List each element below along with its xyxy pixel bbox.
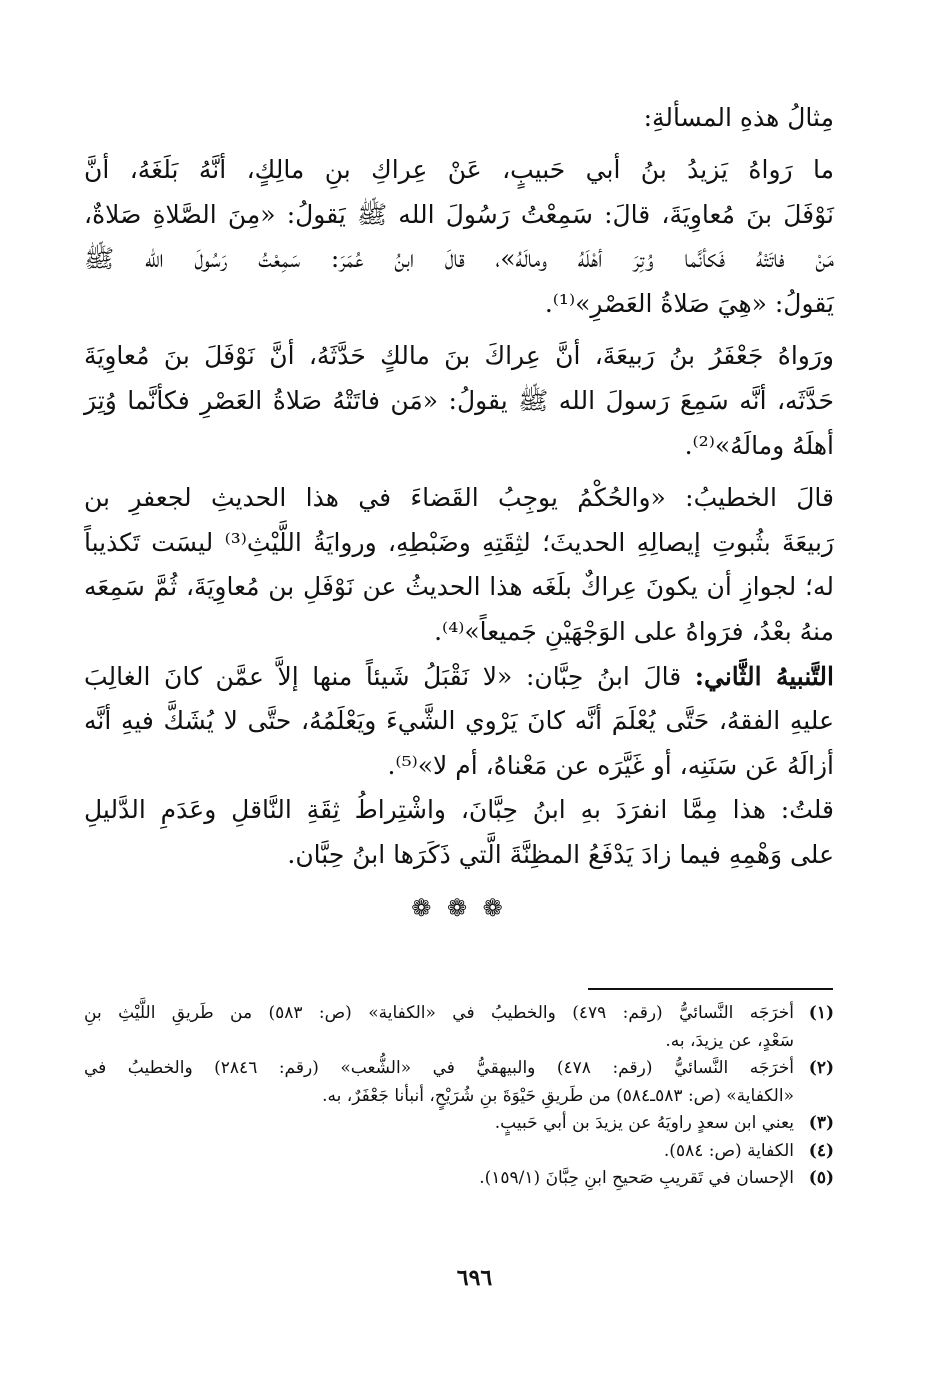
- text-line: قالَ الخطيبُ: «والحُكْمُ يوجِبُ القَضاءَ في هذا الحديثِ لجعفرِ بن: [84, 483, 834, 513]
- section-heading: مِثالُ هذهِ المسألةِ:: [643, 103, 834, 132]
- footnote-line: «الكفاية» (ص: ٥٨٣ـ٥٨٤) من طَريقِ حَيْوَةَ بنِ شُرَيْحٍ، أنبأنا جَعْفَرٌ، به.: [322, 1085, 794, 1106]
- text-line: عليهِ الفقهُ، حَتَّى يُعْلَمَ أنَّه كانَ يَرْوي الشَّيءَ ويَعْلَمُهُ، حتَّى لا يُشَكَّ فيهِ أنَّه: [84, 706, 834, 736]
- text-segment: قالَ ابنُ حِبَّان: «لا نَقْبَلُ شَيئاً منها إلاَّ عمَّن كانَ الغالِبَ: [84, 661, 695, 691]
- paragraph-1: [84, 148, 834, 326]
- footnote-number: (٤): [808, 1140, 834, 1161]
- main-text: [84, 96, 834, 928]
- footnote-2: [84, 1055, 834, 1110]
- footnote-number: (٥): [808, 1168, 834, 1188]
- footnote-line: أخرَجَه النَّسائيُّ (رقم: ٤٧٩) والخطيبُ في «الكفاية» (ص: ٥٨٣) من طَريقِ اللَّيْثِ بنِ: [84, 1003, 794, 1023]
- text-line: مَنْ فاتَتْهُ فَكأنَّما وُتِرَ أهْلَهُ ومالَهُ»، قالَ ابنُ عُمَرَ: سَمِعْتُ رَسُولَ الله ﷺ: [84, 244, 834, 274]
- footnote-number: (٢): [808, 1058, 834, 1078]
- text-line: ورَواهُ جَعْفَرُ بنُ رَبيعَةَ، أنَّ عِراكَ بنَ مالكٍ حَدَّثَهُ، أنَّ نَوْفَلَ بنَ مُعاوِيَةَ: [84, 341, 834, 371]
- footnote-line: أخرَجَه النَّسائيُّ (رقم: ٤٧٨) والبيهقيُّ في «الشُّعب» (رقم: ٢٨٤٦) والخطيبُ في: [84, 1058, 794, 1078]
- footnote-number: (٣): [808, 1113, 834, 1133]
- text-line: منهُ بعْدُ، فرَواهُ على الوَجْهَيْنِ جَميعاً»⁽⁴⁾.: [434, 616, 834, 646]
- footnote-line: الكفاية (ص: ٥٨٤).: [663, 1140, 794, 1161]
- footnote-divider: [588, 988, 833, 990]
- footnote-1: [84, 1000, 834, 1055]
- footnote-line: سَعْدٍ، عن يزيدَ، به.: [665, 1030, 794, 1051]
- text-line: أهلَهُ ومالَهُ»⁽²⁾.: [684, 430, 834, 460]
- paragraph-5: [84, 788, 834, 877]
- text-line: نَوْفَلَ بنَ مُعاوِيَةَ، قالَ: سَمِعْتُ رَسُولَ الله ﷺ يَقولُ: «مِنَ الصَّلاةِ صَلاةٌ،: [84, 199, 834, 229]
- paragraph-4: [84, 655, 834, 789]
- footnotes: [84, 1000, 834, 1193]
- text-line: حَدَّثَه، أنَّه سَمِعَ رَسولَ الله ﷺ يقولُ: «مَن فاتَتْهُ صَلاةُ العَصْرِ فكأنَّما وُتِرَ: [84, 385, 834, 415]
- footnote-4: [84, 1138, 834, 1166]
- text-line: قلتُ: هذا مِمَّا انفرَدَ بهِ ابنُ حِبَّانَ، واشْتِراطُ ثِقَةِ النَّاقلِ وعَدَمِ الدَّليلِ: [84, 795, 834, 825]
- paragraph-2: [84, 334, 834, 468]
- footnote-line: الإحسان في تَقريبِ صَحيحِ ابنِ حِبَّانَ (١٥٩/١).: [479, 1168, 794, 1188]
- page-number: ٦٩٦: [456, 1265, 493, 1291]
- footnote-number: (١): [808, 1003, 834, 1023]
- footnote-3: [84, 1110, 834, 1138]
- text-line: له؛ لجوازِ أن يكونَ عِراكٌ بلَغَه هذا الحديثُ عن نَوْفَلِ بن مُعاوِيَةَ، ثُمَّ سَمِعَه: [84, 572, 834, 602]
- bold-lead: التَّنبيهُ الثَّاني:: [694, 661, 834, 691]
- section-separator: ❁ ❁ ❁: [411, 893, 507, 922]
- footnote-5: [84, 1165, 834, 1193]
- text-line: ما رَواهُ يَزيدُ بنُ أبي حَبيبٍ، عَنْ عِراكِ بنِ مالِكٍ، أنَّهُ بَلَغَهُ، أنَّ: [84, 155, 834, 184]
- footnote-line: يعني ابن سعدٍ راويَهُ عن يزيدَ بن أبي حَبيبٍ.: [494, 1113, 794, 1133]
- text-line: أزالَهُ عَن سَنَنِه، أو غَيَّرَه عن مَعْناهُ، أم لا»⁽⁵⁾.: [387, 750, 834, 780]
- text-line: رَبيعَةَ بثُبوتِ إيصالِهِ الحديثَ؛ لثِقَتِهِ وضَبْطِهِ، وروايَةُ اللَّيْثِ⁽³⁾ ليسَت تَكذيباً: [84, 527, 834, 557]
- text-line: على وَهْمِهِ فيما زادَ يَدْفَعُ المظِنَّةَ الَّتي ذَكَرَها ابنُ حِبَّان.: [287, 839, 834, 869]
- text-line: [84, 655, 834, 700]
- text-line: يَقولُ: «هِيَ صَلاةُ العَصْرِ»⁽¹⁾.: [544, 288, 834, 318]
- paragraph-3: [84, 476, 834, 654]
